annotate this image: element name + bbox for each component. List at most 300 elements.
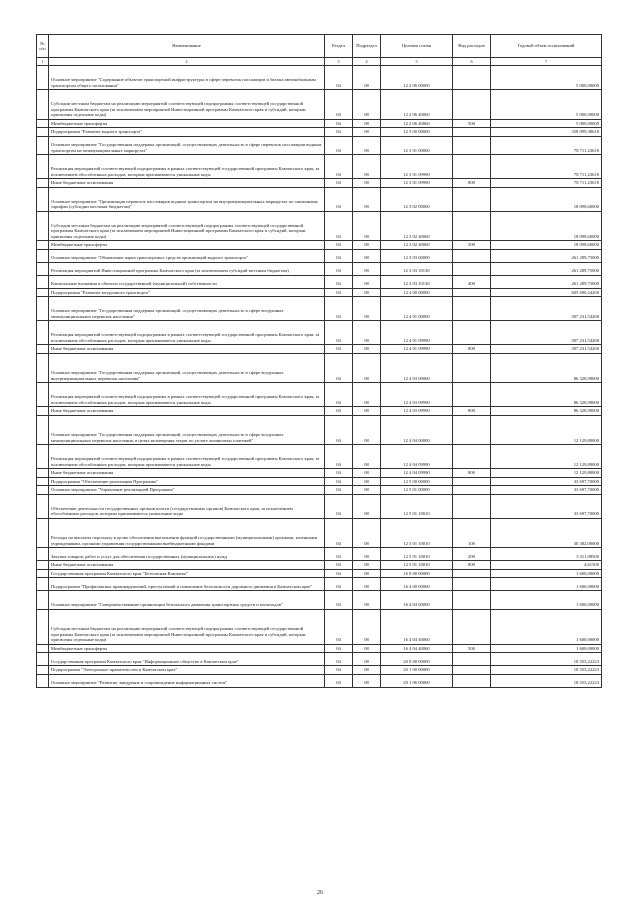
row-subsection-cell: 08	[353, 477, 381, 486]
row-section-cell: 04	[325, 591, 353, 610]
table-row	[37, 674, 602, 687]
row-name-cell: Государственная программа Камчатского края "Безопасная Камчатка"	[49, 569, 325, 578]
header-subsection: Подраздел	[353, 35, 381, 58]
row-expense-type-cell	[453, 578, 491, 591]
row-amount-cell: 261 289,75000	[491, 275, 602, 288]
row-expense-type-cell: 200	[453, 548, 491, 561]
table-row	[37, 415, 602, 445]
row-expense-type-cell	[453, 155, 491, 179]
row-subsection-cell: 08	[353, 486, 381, 495]
row-subsection-cell: 08	[353, 262, 381, 275]
row-number-cell	[37, 275, 49, 288]
row-section-cell: 04	[325, 66, 353, 90]
row-number-cell	[37, 445, 49, 469]
row-amount-cell: 86 328,90000	[491, 383, 602, 407]
row-target-article-cell: 12 4 01 00000	[381, 297, 453, 321]
row-expense-type-cell	[453, 128, 491, 137]
row-expense-type-cell	[453, 609, 491, 644]
row-name-cell: Реализация мероприятий Инвестиционной программы Камчатского края (за исключением субсидий местным бюджетам)	[49, 262, 325, 275]
row-section-cell: 04	[325, 345, 353, 354]
row-subsection-cell: 08	[353, 407, 381, 416]
row-target-article-cell: 12 3 00 00000	[381, 128, 453, 137]
row-expense-type-cell	[453, 321, 491, 345]
row-target-article-cell: 20 1 06 00000	[381, 674, 453, 687]
row-subsection-cell: 08	[353, 578, 381, 591]
row-name-cell: Основное мероприятие "Обновление парка транспортных средств организаций водного транспорта"	[49, 249, 325, 262]
row-expense-type-cell	[453, 136, 491, 155]
row-expense-type-cell	[453, 653, 491, 666]
row-name-cell: Реализация мероприятий соответствующей подпрограммы в рамках соответствующей государственной программы Камчатского края, за исключением обособленных расходов, которым присваиваются уникальные коды	[49, 321, 325, 345]
row-expense-type-cell	[453, 591, 491, 610]
row-target-article-cell: 12 2 06 40060	[381, 90, 453, 120]
row-target-article-cell: 12 4 03 09990	[381, 407, 453, 416]
row-section-cell: 04	[325, 415, 353, 445]
row-section-cell: 04	[325, 179, 353, 188]
row-subsection-cell: 08	[353, 445, 381, 469]
row-expense-type-cell	[453, 288, 491, 297]
row-subsection-cell: 08	[353, 569, 381, 578]
table-row	[37, 477, 602, 486]
row-name-cell: Иные бюджетные ассигнования	[49, 179, 325, 188]
row-number-cell	[37, 569, 49, 578]
table-row	[37, 578, 602, 591]
row-section-cell: 04	[325, 653, 353, 666]
row-target-article-cell: 12 4 00 00000	[381, 288, 453, 297]
table-row	[37, 653, 602, 666]
row-number-cell	[37, 262, 49, 275]
row-section-cell: 04	[325, 275, 353, 288]
table-row	[37, 211, 602, 241]
row-subsection-cell: 08	[353, 653, 381, 666]
table-row	[37, 353, 602, 383]
row-target-article-cell: 12 3 01 09990	[381, 155, 453, 179]
row-amount-cell: 12 129,80000	[491, 469, 602, 478]
row-amount-cell: 33 697,70000	[491, 494, 602, 518]
row-number-cell	[37, 187, 49, 211]
header-num: № п/п	[37, 35, 49, 58]
row-name-cell: Реализация мероприятий соответствующей подпрограммы в рамках соответствующей государственной программы Камчатского края, за исключением обособленных расходов, которым присваиваются уникальные коды	[49, 155, 325, 179]
row-amount-cell: 507 231,54200	[491, 321, 602, 345]
row-expense-type-cell	[453, 486, 491, 495]
row-subsection-cell: 08	[353, 609, 381, 644]
row-subsection-cell: 08	[353, 383, 381, 407]
header-target-article: Целевая статья	[381, 35, 453, 58]
table-row	[37, 407, 602, 416]
row-amount-cell: 86 328,90000	[491, 407, 602, 416]
row-number-cell	[37, 415, 49, 445]
row-expense-type-cell	[453, 383, 491, 407]
row-amount-cell: 18 098,60000	[491, 211, 602, 241]
row-expense-type-cell: 800	[453, 179, 491, 188]
row-name-cell: Межбюджетные трансферты	[49, 241, 325, 250]
row-name-cell: Закупка товаров, работ и услуг для обеспечения государственных (муниципальных) нужд	[49, 548, 325, 561]
row-amount-cell: 18 098,60000	[491, 241, 602, 250]
row-amount-cell: 33 697,70000	[491, 486, 602, 495]
table-row	[37, 288, 602, 297]
row-amount-cell: 358 099,38618	[491, 128, 602, 137]
row-name-cell: Капитальные вложения в объекты государственной (муниципальной) собственности	[49, 275, 325, 288]
row-expense-type-cell	[453, 211, 491, 241]
row-section-cell: 04	[325, 445, 353, 469]
row-target-article-cell: 16 4 04 40060	[381, 609, 453, 644]
table-row	[37, 518, 602, 548]
table-row	[37, 187, 602, 211]
row-name-cell: Основное мероприятие "Управление реализацией Программы"	[49, 486, 325, 495]
row-number-cell	[37, 407, 49, 416]
row-target-article-cell: 16 4 04 00000	[381, 591, 453, 610]
row-target-article-cell: 20 0 00 00000	[381, 653, 453, 666]
row-number-cell	[37, 288, 49, 297]
page-number: 26	[317, 890, 323, 896]
row-name-cell: Иные бюджетные ассигнования	[49, 561, 325, 570]
row-section-cell: 04	[325, 666, 353, 675]
row-expense-type-cell	[453, 569, 491, 578]
table-row	[37, 345, 602, 354]
row-amount-cell: 5 000,00000	[491, 66, 602, 90]
table-row	[37, 275, 602, 288]
row-amount-cell: 18 355,22223	[491, 666, 602, 675]
row-section-cell: 04	[325, 548, 353, 561]
row-number-cell	[37, 211, 49, 241]
row-number-cell	[37, 90, 49, 120]
row-subsection-cell: 08	[353, 179, 381, 188]
row-expense-type-cell: 500	[453, 644, 491, 653]
row-target-article-cell: 12 4 04 00000	[381, 415, 453, 445]
row-subsection-cell: 08	[353, 321, 381, 345]
row-subsection-cell: 08	[353, 249, 381, 262]
row-amount-cell: 33 697,70000	[491, 477, 602, 486]
row-amount-cell: 18 355,22223	[491, 674, 602, 687]
row-amount-cell: 605 690,24200	[491, 288, 602, 297]
row-target-article-cell: 12 4 04 09990	[381, 469, 453, 478]
row-expense-type-cell	[453, 666, 491, 675]
row-number-cell	[37, 179, 49, 188]
row-expense-type-cell	[453, 90, 491, 120]
index-cell: 6	[453, 58, 491, 66]
table-row	[37, 561, 602, 570]
row-number-cell	[37, 674, 49, 687]
row-section-cell: 04	[325, 518, 353, 548]
row-number-cell	[37, 494, 49, 518]
row-target-article-cell: 12 5 01 10010	[381, 494, 453, 518]
row-expense-type-cell	[453, 249, 491, 262]
row-amount-cell: 18 098,60000	[491, 187, 602, 211]
table-row	[37, 548, 602, 561]
row-section-cell: 04	[325, 383, 353, 407]
index-cell: 4	[353, 58, 381, 66]
budget-table-page	[36, 34, 601, 688]
row-number-cell	[37, 591, 49, 610]
row-section-cell: 04	[325, 241, 353, 250]
row-subsection-cell: 08	[353, 674, 381, 687]
row-name-cell: Расходы на выплаты персоналу в целях обеспечения выполнения функций государственными (муниципальными) органами, казенными учреждениями, органами управления государственными внебюджетными фондами	[49, 518, 325, 548]
row-subsection-cell: 08	[353, 66, 381, 90]
row-amount-cell: 5 000,00000	[491, 119, 602, 128]
row-target-article-cell: 12 3 03 00000	[381, 249, 453, 262]
row-name-cell: Иные бюджетные ассигнования	[49, 469, 325, 478]
row-number-cell	[37, 345, 49, 354]
row-subsection-cell: 08	[353, 297, 381, 321]
row-expense-type-cell	[453, 262, 491, 275]
row-amount-cell: 261 289,75000	[491, 249, 602, 262]
row-expense-type-cell: 800	[453, 561, 491, 570]
table-row	[37, 609, 602, 644]
header-section: Раздел	[325, 35, 353, 58]
row-target-article-cell: 12 3 03 10130	[381, 262, 453, 275]
table-row	[37, 486, 602, 495]
row-expense-type-cell	[453, 674, 491, 687]
row-subsection-cell: 08	[353, 275, 381, 288]
row-number-cell	[37, 518, 49, 548]
row-name-cell: Реализация мероприятий соответствующей подпрограммы в рамках соответствующей государственной программы Камчатского края, за исключением обособленных расходов, которым присваиваются уникальные коды	[49, 445, 325, 469]
row-section-cell: 04	[325, 477, 353, 486]
row-name-cell: Основное мероприятие "Государственная поддержка организаций, осуществляющих деятельность в сфере воздушных межмуниципальных перевозок населения"	[49, 297, 325, 321]
row-subsection-cell: 08	[353, 644, 381, 653]
row-amount-cell: 78 711,23618	[491, 136, 602, 155]
row-subsection-cell: 08	[353, 90, 381, 120]
row-section-cell: 04	[325, 569, 353, 578]
row-target-article-cell: 16 4 00 00000	[381, 578, 453, 591]
row-name-cell: Основное мероприятие "Государственная поддержка организаций, осуществляющих деятельность в сфере воздушных внутримуниципальных перевозок населения"	[49, 353, 325, 383]
row-subsection-cell: 08	[353, 415, 381, 445]
row-target-article-cell: 12 5 01 10010	[381, 518, 453, 548]
row-subsection-cell: 08	[353, 128, 381, 137]
row-name-cell: Основное мероприятие "Содержание объектов транспортной инфраструктуры в сфере перевозок пассажиров и багажа автомобильным транспортом общего пользования"	[49, 66, 325, 90]
row-name-cell: Основное мероприятие "Совершенствование организации безопасного движения транспортных средств и пешеходов"	[49, 591, 325, 610]
row-number-cell	[37, 136, 49, 155]
row-expense-type-cell: 800	[453, 469, 491, 478]
row-expense-type-cell: 100	[453, 518, 491, 548]
row-section-cell: 04	[325, 561, 353, 570]
row-name-cell: Основное мероприятие "Развитие, внедрение и сопровождение информационных систем"	[49, 674, 325, 687]
row-section-cell: 04	[325, 249, 353, 262]
row-target-article-cell: 12 4 03 00000	[381, 353, 453, 383]
row-section-cell: 04	[325, 407, 353, 416]
row-amount-cell: 1 600,00000	[491, 591, 602, 610]
row-name-cell: Основное мероприятие "Государственная поддержка организаций, осуществляющих деятельность в сфере воздушных межмуниципальных перевозок населения, в целях возмещения затрат по уплате лизинговых платежей"	[49, 415, 325, 445]
row-name-cell: Подпрограмма "Развитие водного транспорта"	[49, 128, 325, 137]
row-name-cell: Субсидии местным бюджетам на реализацию мероприятий соответствующей подпрограммы соответствующей государственной программы Камчатского края (за исключением мероприятий Инвестиционной программы Камчатского края и субсидий, которым присвоены отдельные коды)	[49, 90, 325, 120]
header-annual-volume: Годовой объем ассигнований	[491, 35, 602, 58]
table-row	[37, 136, 602, 155]
row-name-cell: Субсидии местным бюджетам на реализацию мероприятий соответствующей подпрограммы соответствующей государственной программы Камчатского края (за исключением мероприятий Инвестиционной программы Камчатского края и субсидий, которым присвоены отдельные коды)	[49, 211, 325, 241]
row-expense-type-cell	[453, 477, 491, 486]
table-row	[37, 321, 602, 345]
row-subsection-cell: 08	[353, 211, 381, 241]
row-section-cell: 04	[325, 211, 353, 241]
row-subsection-cell: 08	[353, 591, 381, 610]
row-amount-cell: 5 000,00000	[491, 90, 602, 120]
row-expense-type-cell: 500	[453, 119, 491, 128]
row-number-cell	[37, 578, 49, 591]
row-target-article-cell: 12 5 01 10010	[381, 561, 453, 570]
row-expense-type-cell	[453, 187, 491, 211]
row-amount-cell: 78 711,23618	[491, 155, 602, 179]
table-row	[37, 383, 602, 407]
table-row	[37, 249, 602, 262]
row-expense-type-cell	[453, 445, 491, 469]
index-row	[37, 58, 602, 66]
row-expense-type-cell	[453, 66, 491, 90]
row-section-cell: 04	[325, 609, 353, 644]
row-amount-cell: 261 289,75000	[491, 262, 602, 275]
row-target-article-cell: 20 1 00 00000	[381, 666, 453, 675]
row-expense-type-cell	[453, 297, 491, 321]
row-name-cell: Основное мероприятие "Организация перевозок пассажиров водным транспортом на внутримуниципальных маршрутах по сниженным тарифам (субсидии местным бюджетам)"	[49, 187, 325, 211]
row-name-cell: Реализация мероприятий соответствующей подпрограммы в рамках соответствующей государственной программы Камчатского края, за исключением обособленных расходов, которым присваиваются уникальные коды	[49, 383, 325, 407]
row-number-cell	[37, 66, 49, 90]
row-target-article-cell: 12 4 04 09990	[381, 445, 453, 469]
row-section-cell: 04	[325, 469, 353, 478]
row-amount-cell: 3 311,08500	[491, 548, 602, 561]
table-body	[37, 66, 602, 688]
row-target-article-cell: 12 3 02 00000	[381, 187, 453, 211]
row-subsection-cell: 08	[353, 518, 381, 548]
row-expense-type-cell: 500	[453, 241, 491, 250]
row-subsection-cell: 08	[353, 187, 381, 211]
row-number-cell	[37, 653, 49, 666]
row-expense-type-cell	[453, 353, 491, 383]
table-row	[37, 666, 602, 675]
index-cell: 5	[381, 58, 453, 66]
row-target-article-cell: 12 4 01 09990	[381, 345, 453, 354]
row-expense-type-cell: 800	[453, 407, 491, 416]
row-section-cell: 04	[325, 578, 353, 591]
row-number-cell	[37, 321, 49, 345]
row-subsection-cell: 08	[353, 288, 381, 297]
row-name-cell: Подпрограмма "Развитие воздушного транспорта"	[49, 288, 325, 297]
row-section-cell: 04	[325, 262, 353, 275]
row-section-cell: 04	[325, 128, 353, 137]
row-expense-type-cell: 800	[453, 345, 491, 354]
row-target-article-cell: 12 5 00 00000	[381, 477, 453, 486]
table-row	[37, 128, 602, 137]
row-section-cell: 04	[325, 353, 353, 383]
row-amount-cell: 1 600,00000	[491, 644, 602, 653]
table-row	[37, 241, 602, 250]
row-target-article-cell: 12 2 06 40060	[381, 119, 453, 128]
row-amount-cell: 1 600,00000	[491, 569, 602, 578]
header-row	[37, 35, 602, 58]
row-amount-cell: 507 231,54200	[491, 345, 602, 354]
table-row	[37, 494, 602, 518]
row-amount-cell: 1 600,00000	[491, 578, 602, 591]
row-subsection-cell: 08	[353, 353, 381, 383]
row-target-article-cell: 12 4 01 09990	[381, 321, 453, 345]
row-name-cell: Субсидии местным бюджетам на реализацию мероприятий соответствующей подпрограммы соответствующей государственной программы Камчатского края (за исключением мероприятий Инвестиционной программы Камчатского края и субсидий, которым присвоены отдельные коды)	[49, 609, 325, 644]
row-section-cell: 04	[325, 90, 353, 120]
row-name-cell: Межбюджетные трансферты	[49, 644, 325, 653]
row-expense-type-cell	[453, 415, 491, 445]
row-number-cell	[37, 353, 49, 383]
row-section-cell: 04	[325, 494, 353, 518]
row-amount-cell: 1 600,00000	[491, 609, 602, 644]
row-expense-type-cell	[453, 494, 491, 518]
row-subsection-cell: 08	[353, 155, 381, 179]
row-number-cell	[37, 383, 49, 407]
row-subsection-cell: 08	[353, 241, 381, 250]
table-row	[37, 569, 602, 578]
table-row	[37, 469, 602, 478]
header-expense-type: Вид расходов	[453, 35, 491, 58]
row-amount-cell: 12 129,80000	[491, 415, 602, 445]
row-amount-cell: 507 231,54200	[491, 297, 602, 321]
row-name-cell: Обеспечение деятельности государственных органов власти (государственных органов) Камчатского края, за исключением обособленных расходов, которым присваиваются уникальные коды	[49, 494, 325, 518]
table-row	[37, 155, 602, 179]
table-row	[37, 297, 602, 321]
table-row	[37, 90, 602, 120]
row-subsection-cell: 08	[353, 469, 381, 478]
row-number-cell	[37, 119, 49, 128]
row-section-cell: 04	[325, 644, 353, 653]
row-target-article-cell: 12 2 06 00000	[381, 66, 453, 90]
row-target-article-cell: 12 5 01 00000	[381, 486, 453, 495]
table-row	[37, 644, 602, 653]
table-row	[37, 179, 602, 188]
row-name-cell: Межбюджетные трансферты	[49, 119, 325, 128]
row-target-article-cell: 12 3 03 10130	[381, 275, 453, 288]
row-number-cell	[37, 609, 49, 644]
row-amount-cell: 78 711,23618	[491, 179, 602, 188]
row-subsection-cell: 08	[353, 561, 381, 570]
row-amount-cell: 12 129,80000	[491, 445, 602, 469]
row-name-cell: Подпрограмма "Обеспечение реализации Программы"	[49, 477, 325, 486]
row-number-cell	[37, 666, 49, 675]
row-subsection-cell: 08	[353, 666, 381, 675]
row-amount-cell: 30 382,00000	[491, 518, 602, 548]
table-row	[37, 66, 602, 90]
row-number-cell	[37, 561, 49, 570]
row-name-cell: Государственная программа Камчатского края "Информационное общество в Камчатском крае"	[49, 653, 325, 666]
index-cell: 2	[49, 58, 325, 66]
row-name-cell: Подпрограмма "Профилактика правонарушений, преступлений и повышение безопасности дорожного движения в Камчатском крае"	[49, 578, 325, 591]
row-number-cell	[37, 249, 49, 262]
row-target-article-cell: 12 3 01 09990	[381, 179, 453, 188]
row-number-cell	[37, 486, 49, 495]
row-number-cell	[37, 155, 49, 179]
row-number-cell	[37, 644, 49, 653]
row-amount-cell: 86 328,90000	[491, 353, 602, 383]
row-number-cell	[37, 241, 49, 250]
header-name: Наименование	[49, 35, 325, 58]
row-number-cell	[37, 297, 49, 321]
row-target-article-cell: 12 3 02 40060	[381, 211, 453, 241]
index-cell: 3	[325, 58, 353, 66]
row-target-article-cell: 12 4 03 09990	[381, 383, 453, 407]
row-subsection-cell: 08	[353, 494, 381, 518]
row-target-article-cell: 12 3 02 40060	[381, 241, 453, 250]
row-section-cell: 04	[325, 297, 353, 321]
row-expense-type-cell: 400	[453, 275, 491, 288]
row-name-cell: Подпрограмма "Электронное правительство в Камчатском крае"	[49, 666, 325, 675]
row-target-article-cell: 12 5 01 10010	[381, 548, 453, 561]
row-section-cell: 04	[325, 187, 353, 211]
row-name-cell: Основное мероприятие "Государственная поддержка организаций, осуществляющих деятельность в сфере перевозок пассажиров водным транспортом на межмуниципальных маршрутах"	[49, 136, 325, 155]
row-section-cell: 04	[325, 119, 353, 128]
row-section-cell: 04	[325, 155, 353, 179]
budget-table	[36, 34, 602, 688]
index-cell: 1	[37, 58, 49, 66]
row-subsection-cell: 08	[353, 548, 381, 561]
row-section-cell: 04	[325, 288, 353, 297]
table-row	[37, 262, 602, 275]
table-row	[37, 591, 602, 610]
row-subsection-cell: 08	[353, 345, 381, 354]
row-name-cell: Иные бюджетные ассигнования	[49, 407, 325, 416]
row-target-article-cell: 12 3 01 00000	[381, 136, 453, 155]
row-amount-cell: 4,61500	[491, 561, 602, 570]
row-section-cell: 04	[325, 486, 353, 495]
